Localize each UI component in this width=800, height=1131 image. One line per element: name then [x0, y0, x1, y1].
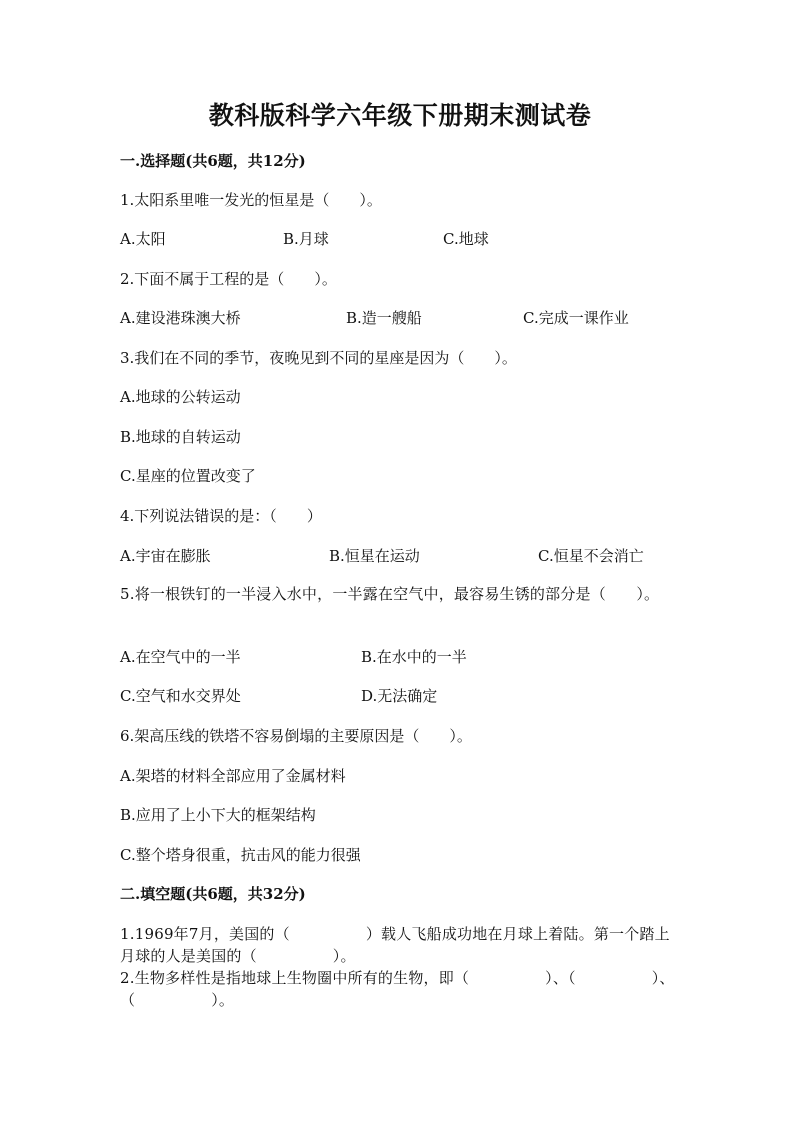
option-b: B.恒星在运动	[329, 547, 420, 565]
option-b: B.月球	[283, 230, 329, 248]
question-stem: 1.1969年7月，美国的（ ）载人飞船成功地在月球上着陆。第一个踏上月球的人是美国的（ ）。	[120, 925, 670, 965]
option-row	[120, 646, 680, 668]
section-heading-fill-in: 二.填空题(共6题，共32分)	[120, 885, 306, 903]
option-c: C.恒星不会消亡	[538, 547, 644, 565]
option-c: C.完成一课作业	[523, 309, 629, 327]
option-a: A.地球的公转运动	[120, 388, 241, 406]
option-row	[120, 685, 680, 707]
section-heading-multiple-choice: 一.选择题(共6题，共12分)	[120, 152, 306, 170]
question-stem: 3.我们在不同的季节，夜晚见到不同的星座是因为（ ）。	[120, 349, 517, 367]
option-c: C.空气和水交界处	[120, 687, 241, 705]
option-b: B.造一艘船	[346, 309, 422, 327]
option-a: A.在空气中的一半	[120, 648, 241, 666]
question-stem: 4.下列说法错误的是：（ ）	[120, 507, 322, 525]
option-b: B.应用了上小下大的框架结构	[120, 806, 316, 824]
option-a: A.架塔的材料全部应用了金属材料	[120, 767, 346, 785]
option-d: D.无法确定	[361, 687, 438, 705]
question-stem: 2.生物多样性是指地球上生物圈中所有的生物，即（ ）、（ ）、（ ）。	[120, 969, 675, 1009]
option-row	[120, 228, 680, 250]
option-a: A.太阳	[120, 230, 166, 248]
option-c: C.整个塔身很重，抗击风的能力很强	[120, 846, 361, 864]
option-c: C.地球	[443, 230, 489, 248]
option-a: A.宇宙在膨胀	[120, 547, 211, 565]
option-b: B.地球的自转运动	[120, 428, 241, 446]
question-stem: 5.将一根铁钉的一半浸入水中，一半露在空气中，最容易生锈的部分是（ ）。	[120, 585, 660, 603]
option-row	[120, 307, 680, 329]
question-stem: 2.下面不属于工程的是（ ）。	[120, 270, 337, 288]
exam-title: 教科版科学六年级下册期末测试卷	[208, 101, 592, 130]
option-c: C.星座的位置改变了	[120, 467, 256, 485]
option-a: A.建设港珠澳大桥	[120, 309, 241, 327]
option-row	[120, 545, 680, 567]
option-b: B.在水中的一半	[361, 648, 467, 666]
question-stem: 1.太阳系里唯一发光的恒星是（ ）。	[120, 191, 382, 209]
question-stem: 6.架高压线的铁塔不容易倒塌的主要原因是（ ）。	[120, 727, 472, 745]
